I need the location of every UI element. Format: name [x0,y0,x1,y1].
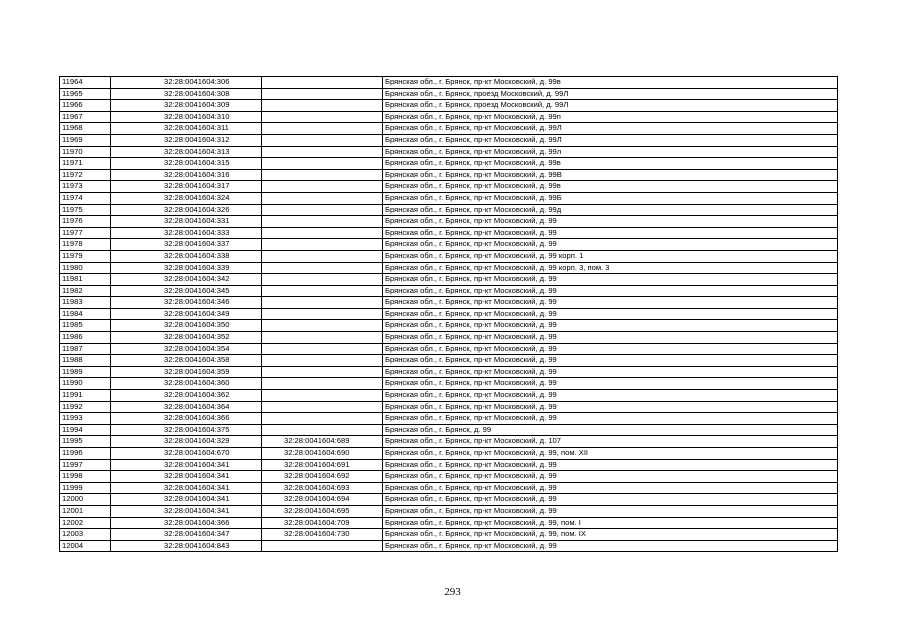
linked-cadastral-number-cell: 32:28:0041604:730 [262,529,383,541]
linked-cadastral-number-cell: 32:28:0041604:692 [262,471,383,483]
address-cell: Брянская обл., г. Брянск, пр-кт Московский, д. 99, пом. IX [383,529,838,541]
cadastral-number-cell: 32:28:0041604:341 [111,505,262,517]
table-row [60,111,838,123]
table-row [60,366,838,378]
row-number-cell: 11984 [60,308,111,320]
cadastral-number-cell: 32:28:0041604:347 [111,529,262,541]
table-row [60,424,838,436]
row-number-cell: 11996 [60,448,111,460]
linked-cadastral-number-cell [262,158,383,170]
cadastral-number-cell: 32:28:0041604:366 [111,517,262,529]
address-cell: Брянская обл., г. Брянск, пр-кт Московский, д. 99 [383,343,838,355]
table-row [60,169,838,181]
row-number-cell: 11976 [60,216,111,228]
table-row [60,436,838,448]
table-row [60,181,838,193]
linked-cadastral-number-cell [262,424,383,436]
cadastral-number-cell: 32:28:0041604:349 [111,308,262,320]
linked-cadastral-number-cell: 32:28:0041604:695 [262,505,383,517]
table-row [60,378,838,390]
row-number-cell: 12004 [60,540,111,552]
table-row [60,100,838,112]
row-number-cell: 11988 [60,355,111,367]
address-cell: Брянская обл., г. Брянск, пр-кт Московский, д. 99, пом. XII [383,448,838,460]
address-cell: Брянская обл., г. Брянск, пр-кт Московский, д. 99 [383,390,838,402]
address-cell: Брянская обл., г. Брянск, пр-кт Московский, д. 99 корп. 3, пом. 3 [383,262,838,274]
address-cell: Брянская обл., г. Брянск, пр-кт Московский, д. 99 [383,482,838,494]
cadastral-number-cell: 32:28:0041604:326 [111,204,262,216]
table-row [60,146,838,158]
linked-cadastral-number-cell: 32:28:0041604:691 [262,459,383,471]
cadastral-number-cell: 32:28:0041604:346 [111,297,262,309]
cadastral-number-cell: 32:28:0041604:359 [111,366,262,378]
address-cell: Брянская обл., г. Брянск, пр-кт Московский, д. 99 [383,494,838,506]
linked-cadastral-number-cell [262,308,383,320]
address-cell: Брянская обл., г. Брянск, пр-кт Московский, д. 99в [383,158,838,170]
linked-cadastral-number-cell [262,134,383,146]
row-number-cell: 11993 [60,413,111,425]
table-row [60,204,838,216]
linked-cadastral-number-cell [262,216,383,228]
table-row [60,332,838,344]
row-number-cell: 11975 [60,204,111,216]
row-number-cell: 11968 [60,123,111,135]
address-cell: Брянская обл., г. Брянск, пр-кт Московский, д. 99 [383,413,838,425]
table-row [60,494,838,506]
linked-cadastral-number-cell [262,285,383,297]
cadastral-number-cell: 32:28:0041604:338 [111,250,262,262]
table-row [60,285,838,297]
linked-cadastral-number-cell [262,146,383,158]
table-row [60,88,838,100]
linked-cadastral-number-cell [262,204,383,216]
row-number-cell: 11986 [60,332,111,344]
table-row [60,355,838,367]
address-cell: Брянская обл., г. Брянск, пр-кт Московский, д. 99д [383,204,838,216]
cadastral-number-cell: 32:28:0041604:313 [111,146,262,158]
table-row [60,471,838,483]
address-cell: Брянская обл., г. Брянск, пр-кт Московский, д. 99 [383,471,838,483]
registry-table-body [60,77,838,552]
row-number-cell: 11969 [60,134,111,146]
address-cell: Брянская обл., г. Брянск, пр-кт Московский, д. 99 [383,332,838,344]
row-number-cell: 11971 [60,158,111,170]
row-number-cell: 11965 [60,88,111,100]
row-number-cell: 11978 [60,239,111,251]
registry-table [59,76,838,552]
linked-cadastral-number-cell [262,343,383,355]
linked-cadastral-number-cell [262,401,383,413]
row-number-cell: 11970 [60,146,111,158]
row-number-cell: 11998 [60,471,111,483]
address-cell: Брянская обл., г. Брянск, пр-кт Московский, д. 99 [383,366,838,378]
address-cell: Брянская обл., г. Брянск, пр-кт Московский, д. 99 [383,227,838,239]
address-cell: Брянская обл., г. Брянск, пр-кт Московский, д. 99 [383,505,838,517]
address-cell: Брянская обл., г. Брянск, пр-кт Московский, д. 99 [383,459,838,471]
cadastral-number-cell: 32:28:0041604:360 [111,378,262,390]
linked-cadastral-number-cell: 32:28:0041604:690 [262,448,383,460]
cadastral-number-cell: 32:28:0041604:315 [111,158,262,170]
row-number-cell: 11964 [60,77,111,89]
row-number-cell: 11966 [60,100,111,112]
table-row [60,343,838,355]
linked-cadastral-number-cell [262,297,383,309]
address-cell: Брянская обл., г. Брянск, пр-кт Московский, д. 99 [383,274,838,286]
cadastral-number-cell: 32:28:0041604:350 [111,320,262,332]
linked-cadastral-number-cell [262,88,383,100]
table-row [60,227,838,239]
cadastral-number-cell: 32:28:0041604:341 [111,471,262,483]
row-number-cell: 12001 [60,505,111,517]
address-cell: Брянская обл., г. Брянск, пр-кт Московский, д. 99 [383,320,838,332]
cadastral-number-cell: 32:28:0041604:341 [111,482,262,494]
page-number: 293 [444,586,461,598]
cadastral-number-cell: 32:28:0041604:342 [111,274,262,286]
table-row [60,250,838,262]
linked-cadastral-number-cell [262,274,383,286]
linked-cadastral-number-cell: 32:28:0041604:709 [262,517,383,529]
cadastral-number-cell: 32:28:0041604:317 [111,181,262,193]
linked-cadastral-number-cell [262,123,383,135]
address-cell: Брянская обл., г. Брянск, пр-кт Московский, д. 99в [383,77,838,89]
cadastral-number-cell: 32:28:0041604:341 [111,459,262,471]
table-row [60,192,838,204]
cadastral-number-cell: 32:28:0041604:311 [111,123,262,135]
linked-cadastral-number-cell [262,262,383,274]
row-number-cell: 11997 [60,459,111,471]
cadastral-number-cell: 32:28:0041604:312 [111,134,262,146]
address-cell: Брянская обл., г. Брянск, пр-кт Московский, д. 99В [383,169,838,181]
address-cell: Брянская обл., г. Брянск, пр-кт Московский, д. 99 корп. 1 [383,250,838,262]
table-row [60,529,838,541]
cadastral-number-cell: 32:28:0041604:670 [111,448,262,460]
row-number-cell: 11995 [60,436,111,448]
row-number-cell: 11967 [60,111,111,123]
cadastral-number-cell: 32:28:0041604:331 [111,216,262,228]
linked-cadastral-number-cell [262,192,383,204]
table-row [60,274,838,286]
address-cell: Брянская обл., г. Брянск, проезд Московский, д. 99Л [383,88,838,100]
row-number-cell: 12002 [60,517,111,529]
linked-cadastral-number-cell [262,239,383,251]
table-row [60,297,838,309]
row-number-cell: 11973 [60,181,111,193]
cadastral-number-cell: 32:28:0041604:316 [111,169,262,181]
linked-cadastral-number-cell [262,540,383,552]
cadastral-number-cell: 32:28:0041604:358 [111,355,262,367]
table-row [60,517,838,529]
address-cell: Брянская обл., г. Брянск, пр-кт Московский, д. 99 [383,401,838,413]
linked-cadastral-number-cell [262,111,383,123]
address-cell: Брянская обл., г. Брянск, пр-кт Московский, д. 99л [383,146,838,158]
table-row [60,262,838,274]
table-row [60,216,838,228]
linked-cadastral-number-cell: 32:28:0041604:694 [262,494,383,506]
table-row [60,505,838,517]
address-cell: Брянская обл., г. Брянск, пр-кт Московский, д. 99, пом. I [383,517,838,529]
cadastral-number-cell: 32:28:0041604:329 [111,436,262,448]
table-row [60,158,838,170]
cadastral-number-cell: 32:28:0041604:309 [111,100,262,112]
cadastral-number-cell: 32:28:0041604:366 [111,413,262,425]
address-cell: Брянская обл., г. Брянск, пр-кт Московский, д. 99 [383,297,838,309]
table-row [60,482,838,494]
linked-cadastral-number-cell [262,355,383,367]
row-number-cell: 11972 [60,169,111,181]
row-number-cell: 11980 [60,262,111,274]
table-row [60,459,838,471]
row-number-cell: 12000 [60,494,111,506]
cadastral-number-cell: 32:28:0041604:337 [111,239,262,251]
address-cell: Брянская обл., г. Брянск, д. 99 [383,424,838,436]
address-cell: Брянская обл., г. Брянск, пр-кт Московский, д. 99 [383,378,838,390]
address-cell: Брянская обл., г. Брянск, проезд Московский, д. 99Л [383,100,838,112]
cadastral-number-cell: 32:28:0041604:333 [111,227,262,239]
table-row [60,390,838,402]
cadastral-number-cell: 32:28:0041604:354 [111,343,262,355]
row-number-cell: 11994 [60,424,111,436]
cadastral-number-cell: 32:28:0041604:310 [111,111,262,123]
table-row [60,308,838,320]
row-number-cell: 11985 [60,320,111,332]
cadastral-number-cell: 32:28:0041604:375 [111,424,262,436]
address-cell: Брянская обл., г. Брянск, пр-кт Московский, д. 99 [383,216,838,228]
linked-cadastral-number-cell [262,169,383,181]
cadastral-number-cell: 32:28:0041604:324 [111,192,262,204]
cadastral-number-cell: 32:28:0041604:308 [111,88,262,100]
address-cell: Брянская обл., г. Брянск, пр-кт Московский, д. 99 [383,540,838,552]
row-number-cell: 11990 [60,378,111,390]
address-cell: Брянская обл., г. Брянск, пр-кт Московский, д. 107 [383,436,838,448]
address-cell: Брянская обл., г. Брянск, пр-кт Московский, д. 99п [383,111,838,123]
linked-cadastral-number-cell [262,366,383,378]
row-number-cell: 11979 [60,250,111,262]
cadastral-number-cell: 32:28:0041604:362 [111,390,262,402]
address-cell: Брянская обл., г. Брянск, пр-кт Московский, д. 99 [383,239,838,251]
address-cell: Брянская обл., г. Брянск, пр-кт Московский, д. 99 [383,308,838,320]
table-row [60,448,838,460]
table-row [60,123,838,135]
row-number-cell: 11981 [60,274,111,286]
table-row [60,540,838,552]
linked-cadastral-number-cell [262,77,383,89]
row-number-cell: 11989 [60,366,111,378]
address-cell: Брянская обл., г. Брянск, пр-кт Московский, д. 99 [383,285,838,297]
table-row [60,401,838,413]
linked-cadastral-number-cell [262,100,383,112]
row-number-cell: 11977 [60,227,111,239]
cadastral-number-cell: 32:28:0041604:345 [111,285,262,297]
linked-cadastral-number-cell [262,413,383,425]
table-row [60,239,838,251]
linked-cadastral-number-cell [262,378,383,390]
linked-cadastral-number-cell [262,250,383,262]
linked-cadastral-number-cell [262,181,383,193]
row-number-cell: 11999 [60,482,111,494]
address-cell: Брянская обл., г. Брянск, пр-кт Московский, д. 99 [383,355,838,367]
row-number-cell: 11992 [60,401,111,413]
row-number-cell: 11983 [60,297,111,309]
linked-cadastral-number-cell: 32:28:0041604:693 [262,482,383,494]
cadastral-number-cell: 32:28:0041604:843 [111,540,262,552]
table-row [60,413,838,425]
row-number-cell: 12003 [60,529,111,541]
cadastral-number-cell: 32:28:0041604:339 [111,262,262,274]
table-row [60,134,838,146]
cadastral-number-cell: 32:28:0041604:364 [111,401,262,413]
row-number-cell: 11991 [60,390,111,402]
cadastral-number-cell: 32:28:0041604:306 [111,77,262,89]
row-number-cell: 11974 [60,192,111,204]
cadastral-number-cell: 32:28:0041604:341 [111,494,262,506]
table-row [60,320,838,332]
cadastral-number-cell: 32:28:0041604:352 [111,332,262,344]
address-cell: Брянская обл., г. Брянск, пр-кт Московский, д. 99Л [383,134,838,146]
linked-cadastral-number-cell [262,332,383,344]
linked-cadastral-number-cell [262,390,383,402]
table-row [60,77,838,89]
row-number-cell: 11982 [60,285,111,297]
linked-cadastral-number-cell [262,227,383,239]
address-cell: Брянская обл., г. Брянск, пр-кт Московский, д. 99Л [383,123,838,135]
row-number-cell: 11987 [60,343,111,355]
linked-cadastral-number-cell [262,320,383,332]
address-cell: Брянская обл., г. Брянск, пр-кт Московский, д. 99Б [383,192,838,204]
address-cell: Брянская обл., г. Брянск, пр-кт Московский, д. 99в [383,181,838,193]
linked-cadastral-number-cell: 32:28:0041604:689 [262,436,383,448]
